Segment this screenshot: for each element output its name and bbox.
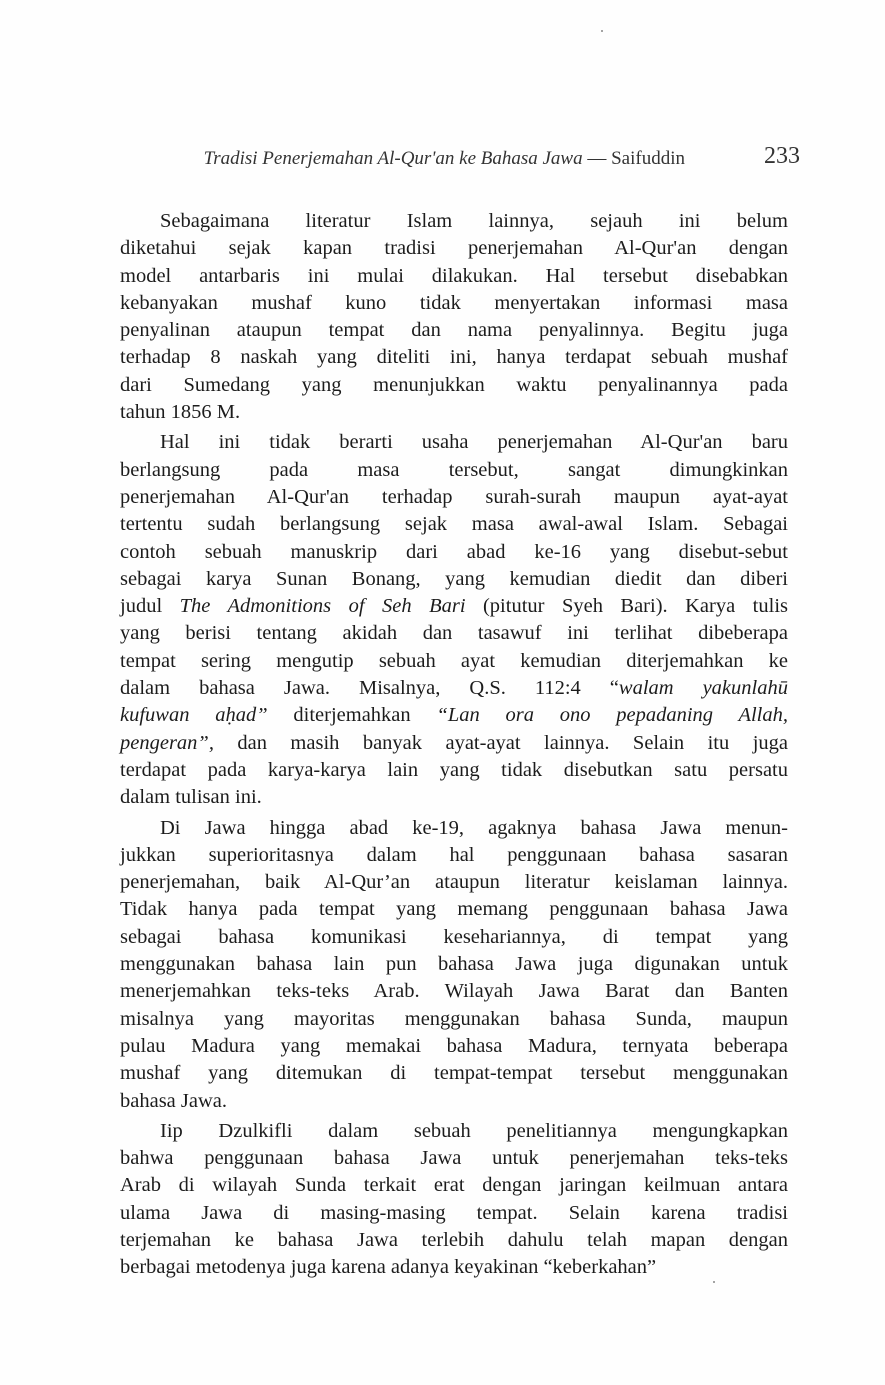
- text-line: penyalinan ataupun tempat dan nama penyalinnya. Begitu juga: [120, 319, 788, 342]
- text-line: diketahui sejak kapan tradisi penerjemahan Al-Qur'an dengan: [120, 237, 788, 260]
- text-line: bahwa penggunaan bahasa Jawa untuk penerjemahan teks-teks: [120, 1147, 788, 1170]
- paragraph: [120, 208, 788, 426]
- running-title-text: Tradisi Penerjemahan Al-Qur'an ke Bahasa Jawa: [203, 148, 583, 169]
- text-line: jukkan superioritasnya dalam hal penggunaan bahasa sasaran: [120, 843, 788, 866]
- text-line: penerjemahan, baik Al-Qur’an ataupun literatur keislaman lainnya.: [120, 871, 788, 894]
- text-line: sebagai karya Sunan Bonang, yang kemudian diedit dan diberi: [120, 567, 788, 590]
- text-line: tempat sering mengutip sebuah ayat kemudian diterjemahkan ke: [120, 649, 788, 672]
- text-line: misalnya yang mayoritas menggunakan bahasa Sunda, maupun: [120, 1007, 788, 1030]
- text-line: Tidak hanya pada tempat yang memang penggunaan bahasa Jawa: [120, 898, 788, 921]
- text-line: mushaf yang ditemukan di tempat-tempat tersebut menggunakan: [120, 1062, 788, 1085]
- text-line: terhadap 8 naskah yang diteliti ini, hanya terdapat sebuah mushaf: [120, 346, 788, 369]
- text-line: kufuwan aḥad” diterjemahkan “Lan ora ono pepadaning Allah,: [120, 704, 788, 727]
- text-line: ulama Jawa di masing-masing tempat. Selain karena tradisi: [120, 1201, 788, 1224]
- text-line: Hal ini tidak berarti usaha penerjemahan Al-Qur'an baru: [160, 431, 788, 454]
- text-line: kebanyakan mushaf kuno tidak menyertakan informasi masa: [120, 291, 788, 314]
- text-line: Sebagaimana literatur Islam lainnya, sejauh ini belum: [160, 210, 788, 232]
- scan-speck: [601, 30, 603, 32]
- text-line: sebagai bahasa komunikasi kesehariannya, di tempat yang: [120, 925, 788, 948]
- running-header: [120, 143, 800, 175]
- text-line: Iip Dzulkifli dalam sebuah penelitiannya mengungkapkan: [160, 1119, 788, 1142]
- running-author: — Saifuddin: [582, 148, 685, 169]
- text-line: Arab di wilayah Sunda terkait erat dengan jaringan keilmuan antara: [120, 1174, 788, 1197]
- text-line: judul The Admonitions of Seh Bari (pitutur Syeh Bari). Karya tulis: [120, 595, 788, 618]
- text-line: pulau Madura yang memakai bahasa Madura, ternyata beberapa: [120, 1034, 788, 1057]
- text-line: tahun 1856 M.: [120, 401, 241, 424]
- text-line: yang berisi tentang akidah dan tasawuf ini terlihat dibeberapa: [120, 622, 788, 645]
- text-line: penerjemahan Al-Qur'an terhadap surah-surah maupun ayat-ayat: [120, 485, 788, 508]
- text-line: menerjemahkan teks-teks Arab. Wilayah Jawa Barat dan Banten: [120, 980, 788, 1003]
- text-line: bahasa Jawa.: [120, 1089, 228, 1112]
- body-text: [120, 208, 788, 1282]
- text-line: terjemahan ke bahasa Jawa terlebih dahulu telah mapan dengan: [120, 1228, 788, 1251]
- text-line: dari Sumedang yang menunjukkan waktu penyalinannya pada: [120, 373, 788, 396]
- text-line: terdapat pada karya-karya lain yang tidak disebutkan satu persatu: [120, 758, 788, 781]
- text-line: berbagai metodenya juga karena adanya keyakinan “keberkahan”: [120, 1256, 657, 1279]
- paragraph: [120, 1118, 788, 1282]
- text-line: pengeran”, dan masih banyak ayat-ayat lainnya. Selain itu juga: [120, 731, 788, 754]
- text-line: model antarbaris ini mulai dilakukan. Hal tersebut disebabkan: [120, 264, 788, 287]
- text-line: dalam bahasa Jawa. Misalnya, Q.S. 112:4 “walam yakunlahū: [120, 677, 788, 700]
- text-line: dalam tulisan ini.: [120, 786, 262, 809]
- paragraph: [120, 429, 788, 811]
- text-line: menggunakan bahasa lain pun bahasa Jawa juga digunakan untuk: [120, 953, 788, 976]
- text-line: berlangsung pada masa tersebut, sangat dimungkinkan: [120, 458, 788, 481]
- text-line: Di Jawa hingga abad ke-19, agaknya bahasa Jawa menun-: [160, 816, 788, 839]
- page-number: 233: [764, 143, 800, 169]
- text-line: tertentu sudah berlangsung sejak masa awal-awal Islam. Sebagai: [120, 513, 788, 536]
- text-line: contoh sebuah manuskrip dari abad ke-16 yang disebut-sebut: [120, 540, 788, 563]
- running-title: [204, 148, 685, 170]
- paragraph: [120, 815, 788, 1115]
